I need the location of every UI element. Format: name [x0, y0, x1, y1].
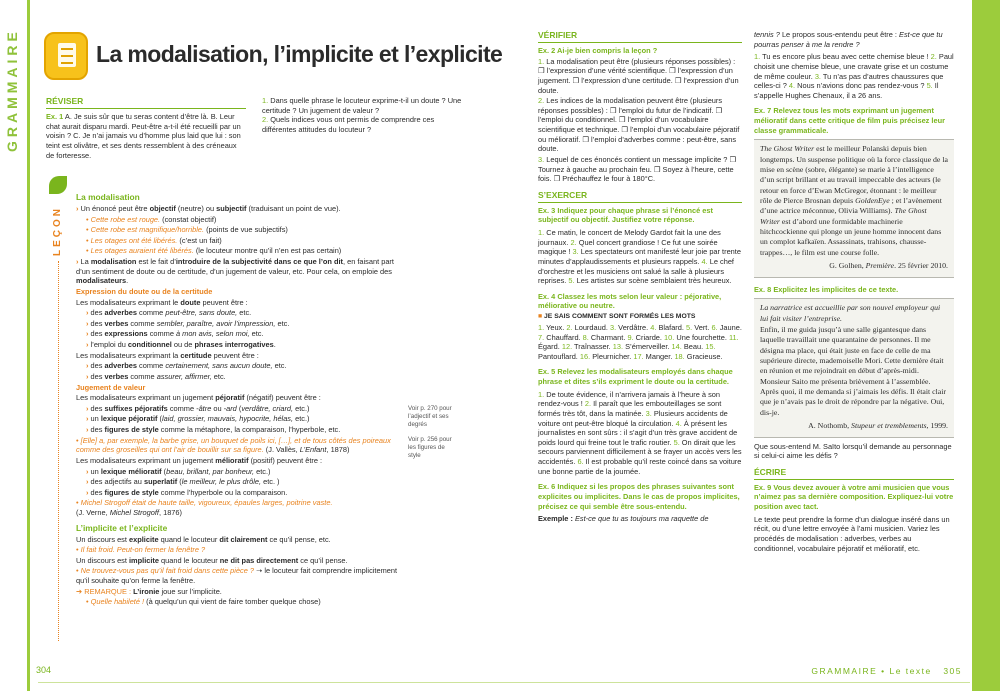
ex4-word-number: 1. — [538, 322, 545, 332]
ex6-head: Ex. 6 Indiquez si les propos des phrases suivantes sont explicites ou implicites. Dans le cas de propos implicites, précisez ce qui semble être sous-entendu. — [538, 482, 740, 511]
footer-label — [811, 666, 962, 677]
ex2-q3: 3. Lequel de ces énoncés contient un message implicite ? ❒ Tournez à gauche au prochain feu. ❒ Soyez à l’heure, cette fois. ❒ Préchauffez le four à 180°C. — [538, 154, 737, 184]
quote-verne: • Michel Strogoff était de haute taille, vigoureux, épaules larges, poitrine vaste. (J. Verne, Michel Strogoff, 1876) — [76, 498, 333, 518]
ex8-head: Ex. 8 Explicitez les implicites de ce texte. — [754, 284, 899, 294]
exercer-heading: S’EXERCER — [538, 190, 742, 203]
ex4-word: Gracieuse. — [684, 351, 723, 361]
lecon-e1: • Cette robe est rouge. (constat objectif) — [86, 214, 217, 224]
ex4-word: Manger. — [643, 351, 675, 361]
lecon-body — [76, 190, 400, 608]
ex4-word: Blafard. — [656, 322, 686, 332]
reviser-section — [46, 96, 246, 160]
ex4-word: Verdâtre. — [616, 322, 651, 332]
lecon-e2: • Cette robe est magnifique/horrible. (points de vue subjectifs) — [86, 225, 288, 235]
ex4-word-number: 4. — [650, 322, 657, 332]
reviser-q2 — [262, 115, 470, 134]
ex1-text: A. Je suis sûr que tu seras content d’être là. B. Leur chat aurait disparu mardi. Peut-être a-t-il été recueilli par un voisin ? C. Je n’ai jamais vu d’homme plus laid que lui : son teint est olivâtre, et ses dents ressemblent à des créneaux de forteresse. — [46, 112, 241, 160]
ex4-word-number: 9. — [627, 332, 634, 342]
ex4-word-number: 5. — [685, 322, 693, 332]
impl-1: Un discours est explicite quand le locuteur dit clairement ce qu’il pense, etc. — [76, 534, 331, 544]
doute-4: › l’emploi du conditionnel ou de phrases interrogatives. — [86, 340, 276, 350]
ex4-word: Vert. — [692, 322, 712, 332]
ex4-word-number: 18. — [674, 351, 685, 361]
doute-2: › des verbes comme sembler, paraître, avoir l’impression, etc. — [86, 318, 290, 328]
ex4-sub: ■ JE SAIS COMMENT SONT FORMÉS LES MOTS — [538, 313, 696, 321]
ex4-word-number: 6. — [711, 322, 718, 332]
ex9-head: Ex. 9 Vous devez avouer à votre ami musicien que vous n’aimez pas sa dernière composition. Expliquez-lui votre position avec tact. — [754, 482, 954, 512]
sidebar-grammaire-label: GRAMMAIRE — [4, 28, 20, 152]
ex8-question: Que sous-entend M. Saïto lorsqu’il demande au personnage si celui-ci aime les défis ? — [754, 441, 952, 461]
ex4-word: S’émerveiller. — [623, 342, 672, 352]
ex2-q2: 2. Les indices de la modalisation peuvent être (plusieurs réponses possibles) : ❒ l’emploi du futur de l’indicatif. ❒ l’emploi du conditionnel. ❒ l’emploi d’un vocabulaire scientifique et technique. ❒ l’emploi d’un vocabulaire péjoratif ou mélioratif. ❒ l’emploi d’adverbes comme : peut-être, sans doute. — [538, 96, 740, 154]
film-critique-quote: The Ghost Writer est le meilleur Polanski depuis bien longtemps. Un suspense politique où la force classique de la mise en scène (sobre, élégante) se marie à l’intelligence d’un script brillant et au travail impeccable des acteurs (le retour en force d’Ewan McGregor, étonnant : le meilleur rôle de Pierce Brosnan depuis GoldenEye ; et l’avènement d’une actrice méconnue, Olivia Williams). The Ghost Writer est d’abord une formidable machinerie hitchcockienne qui plonge un jeune homme innocent dans un complot kafkaïen. Assassinats, trahisons, chausse-trappes…, le film est une course folle. G. Golhen, Première. 25 février 2010. — [754, 139, 954, 277]
ex4-word-number: 14. — [671, 342, 682, 352]
ex4-word-number: 3. — [609, 322, 617, 332]
ex4-word-number: 12. — [561, 342, 573, 352]
lecon-p1: › Un énoncé peut être objectif (neutre) ou subjectif (traduisant un point de vue). — [76, 203, 341, 213]
margin-notes — [408, 405, 458, 460]
ex4-word-number: 13. — [612, 342, 624, 352]
margin-note-adjectif: Voir p. 270 pour l’adjectif et ses degrés — [408, 405, 452, 428]
lecon-vertical-label: LEÇON — [52, 206, 63, 256]
doute-3: › des expressions comme à mon avis, selon moi, etc. — [86, 329, 264, 339]
cert-2: › des verbes comme assurer, affirmer, etc. — [86, 371, 226, 381]
jm-3: › des figures de style comme l’hyperbole ou la comparaison. — [86, 487, 288, 497]
ex9-text: Le texte peut prendre la forme d’un dialogue inséré dans un récit, ou d’une lettre envoyée à l’ami musicien. Variez les procédés de modalisation : adverbes, verbes au conditionnel, vocabulaire péjoratif et mélioratif, etc. — [754, 514, 950, 553]
page-number-right: 305 — [943, 665, 962, 676]
ex4-word-number: 10. — [664, 332, 675, 342]
ex5-text: 1. De toute évidence, il n’arrivera jamais à l’heure à son rendez-vous ! 2. Il paraît que les embouteillages se sont formés très tôt, dans la matinée. 3. Plusieurs accidents de voiture ont peut-être bloqué la circulation. 4. À présent les journalistes en sont sûrs : il s’agit d’un très grave accident de poids lourd qui freine tout le trafic routier. 5. On dirait que les secours parviennent difficilement à se frayer un accès vers les accidentés. 6. Il est probable qu’il reste coincé dans sa voiture une bonne partie de la journée. — [538, 389, 742, 476]
ex2-q1: 1. La modalisation peut être (plusieurs réponses possibles) : ❒ l’expression d’une vérité scientifique. ❒ l’expression d’un jugement. ❒ l’expression d’une certitude. ❒ l’expression d’un doute. — [538, 56, 739, 95]
ex4-word: Lourdaud. — [572, 322, 610, 332]
impl-2-ex: • Ne trouvez-vous pas qu’il fait froid dans cette pièce ? ➝ le locuteur fait comprendre implicitement qu’il souhaite qu’on ferme la fenêtre. — [76, 566, 398, 586]
document-icon — [44, 32, 88, 80]
h-jugement: Jugement de valeur — [76, 382, 146, 392]
ex1-label: Ex. 1 — [46, 112, 64, 122]
jm-1: › un lexique mélioratif (beau, brillant, par bonheur, etc.) — [86, 466, 271, 476]
right-column — [754, 30, 954, 554]
q1-num: 1. — [262, 96, 269, 105]
ex2-head: Ex. 2 Ai-je bien compris la leçon ? — [538, 46, 658, 56]
leaf-icon — [49, 176, 67, 194]
ex4-word-number: 15. — [705, 342, 716, 352]
ex4-word-number: 8. — [582, 332, 589, 342]
q1-text: Dans quelle phrase le locuteur exprime-t-il un doute ? Une certitude ? Un jugement de valeur ? — [262, 96, 462, 115]
left-sidebar — [0, 0, 30, 691]
page-number-left: 304 — [36, 665, 52, 676]
ex6-continued: tennis ? Le propos sous-entendu peut être : Est-ce que tu pourras penser à me la rendre ? — [754, 30, 943, 49]
ex5-head: Ex. 5 Relevez les modalisateurs employés dans chaque phrase et dites s’ils expriment le doute ou la certitude. — [538, 367, 733, 387]
ex6-example: Exemple : Est-ce que tu as toujours ma raquette de — [538, 514, 709, 524]
h-doute: Expression du doute ou de la certitude — [76, 286, 213, 296]
reviser-heading: RÉVISER — [46, 96, 246, 109]
page-title: La modalisation, l’implicite et l’explicite — [96, 41, 503, 67]
margin-note-figures: Voir p. 256 pour les figures de style — [408, 436, 452, 459]
cert-1: › des adverbes comme certainement, sans aucun doute, etc. — [86, 361, 287, 371]
impl-1-ex: • Il fait froid. Peut-on fermer la fenêtre ? — [76, 545, 206, 555]
q2-num: 2. — [262, 115, 269, 125]
quote8-source: A. Nothomb, Stupeur et tremblements, 1999. — [808, 421, 948, 431]
quote-valles: • [Elle] a, par exemple, la barbe grise, un bouquet de poils ici, […], et de tous côtés des poireaux comme des groseilles qui ont l’air de bouillir sur sa figure. (J. Vallès, L’Enfant, 1878) — [76, 435, 391, 455]
ex4-word-number: 11. — [728, 332, 739, 342]
jm-2: › des adjectifs au superlatif (le meilleur, le plus drôle, etc. ) — [86, 477, 280, 487]
right-sidebar-band — [972, 0, 1000, 691]
ex4-word: Chauffard. — [544, 332, 583, 342]
lecon-e4: • Les otages auraient été libérés. (le locuteur montre qu’il n’en est pas certain) — [86, 246, 342, 256]
reviser-q1 — [262, 96, 470, 115]
lecon-section — [46, 176, 400, 646]
ex4-word: Égard. — [538, 342, 562, 352]
nothomb-quote: La narratrice est accueillie par son nouvel employeur qui lui fait visiter l’entreprise. Enfin, il me guida jusqu’à une salle gigantesque dans laquelle travaillait une quarantaine de personnes. Il me désigna ma place, qui était juste en face de celle de ma supérieure directe, mademoiselle Mori. Cette dernière était en réunion et me rejoindrait en début d’après-midi. Monsieur Saito me présenta brièvement à l’assemblée. Après quoi, il me demanda si j’aimais les défis. Il était clair que je n’avais pas le droit de répondre par la négative. Oui, dis-je. A. Nothomb, Stupeur et tremblements, 1999. — [754, 298, 954, 437]
ex4-word: Pantouflard. — [538, 351, 580, 361]
ex1 — [46, 112, 246, 160]
ecrire-heading: ÉCRIRE — [754, 467, 954, 480]
jm-intro: Les modalisateurs exprimant un jugement mélioratif (positif) peuvent être : — [76, 455, 323, 465]
jp-3: › des figures de style comme la métaphore, la comparaison, l’hyperbole, etc. — [86, 425, 341, 435]
lecon-e3: • Les otages ont été libérés. (c’est un fait) — [86, 235, 222, 245]
ex4-word: Jaune. — [717, 322, 742, 332]
verifier-heading: VÉRIFIER — [538, 30, 742, 43]
verifier-exercer-column — [538, 30, 742, 525]
ex4-word-number: 17. — [633, 351, 644, 361]
remarque-ex: • Quelle habileté ! (à quelqu’un qui vient de faire tomber quelque chose) — [86, 597, 321, 607]
ex4-word: Criarde. — [633, 332, 665, 342]
doute-intro: Les modalisateurs exprimant le doute peuvent être : — [76, 297, 248, 307]
lecon-bar — [46, 176, 68, 646]
ex7-head: Ex. 7 Relevez tous les mots exprimant un jugement mélioratif dans cette critique de film puis précisez leur classe grammaticale. — [754, 106, 945, 135]
reviser-questions — [262, 96, 470, 135]
jp-1: › des suffixes péjoratifs comme -âtre ou -ard (verdâtre, criard, etc.) — [86, 403, 310, 413]
quote7-source: G. Golhen, Première. 25 février 2010. — [829, 261, 948, 271]
ex4-words — [538, 323, 742, 362]
h-modalisation: La modalisation — [76, 192, 140, 202]
ex4-word-number: 2. — [566, 322, 573, 332]
ex4-word-number: 7. — [538, 332, 545, 342]
q2-text: Quels indices vous ont permis de comprendre ces différentes attitudes du locuteur ? — [262, 115, 435, 134]
ex4-word: Yeux. — [544, 322, 567, 332]
h-implicite: L’implicite et l’explicite — [76, 522, 168, 533]
ex4-word-number: 16. — [579, 351, 591, 361]
jp-2: › un lexique péjoratif (laid, grossier, mauvais, hypocrite, hélas, etc.) — [86, 414, 310, 424]
lecon-dotted-rule — [58, 261, 59, 641]
remarque: ➔ REMARQUE : L’ironie joue sur l’implicite. — [76, 586, 222, 596]
impl-2: Un discours est implicite quand le locuteur ne dit pas directement ce qu’il pense. — [76, 555, 348, 565]
doute-1: › des adverbes comme peut-être, sans doute, etc. — [86, 308, 252, 318]
ex4-word: Charmant. — [588, 332, 628, 342]
ex4-head: Ex. 4 Classez les mots selon leur valeur : péjorative, méliorative ou neutre. — [538, 291, 722, 311]
footer-text: GRAMMAIRE • Le texte — [811, 665, 932, 676]
footer-rule — [38, 682, 970, 683]
cert-intro: Les modalisateurs exprimant la certitude peuvent être : — [76, 350, 259, 360]
ex4-word: Pleurnicher. — [590, 351, 634, 361]
ex6-sentences: 1. Tu es encore plus beau avec cette chemise bleue ! 2. Paul choisit une chemise bleue, une cravate grise et un costume de même couleur. 3. Tu n’as pas d’autres chaussures que celles-ci ? 4. Nous n’avions donc pas rendez-vous ? 5. Il s’appelle Hughes Chenaux, il a 26 ans. — [754, 52, 954, 100]
ex3-text: 1. Ce matin, le concert de Melody Gardot fait la une des journaux. 2. Quel concert grandiose ! Ce fut une soirée magique ! 3. Les spectateurs ont manifesté leur joie par trente minutes d’applaudissements et plusieurs rappels. 4. Le chef d’orchestre et les musiciens ont salué la salle à plusieurs reprises. 5. Les artistes sur scène semblaient très heureux. — [538, 228, 741, 286]
lecon-p2: › La modalisation est le fait d’introduire de la subjectivité dans ce que l’on dit, en faisant part d’un sentiment de doute ou de certitude, d’un jugement de valeur, etc. Pour cela, on emploie des modalisateurs. — [76, 257, 394, 286]
ex4-word: Une fourchette. — [674, 332, 729, 342]
ex4-word: Traînasser. — [572, 342, 613, 352]
jp-intro: Les modalisateurs exprimant un jugement péjoratif (négatif) peuvent être : — [76, 393, 321, 403]
ex4-word: Beau. — [681, 342, 706, 352]
ex3-head: Ex. 3 Indiquez pour chaque phrase si l’énoncé est subjectif ou objectif. Justifiez votre réponse. — [538, 205, 713, 225]
